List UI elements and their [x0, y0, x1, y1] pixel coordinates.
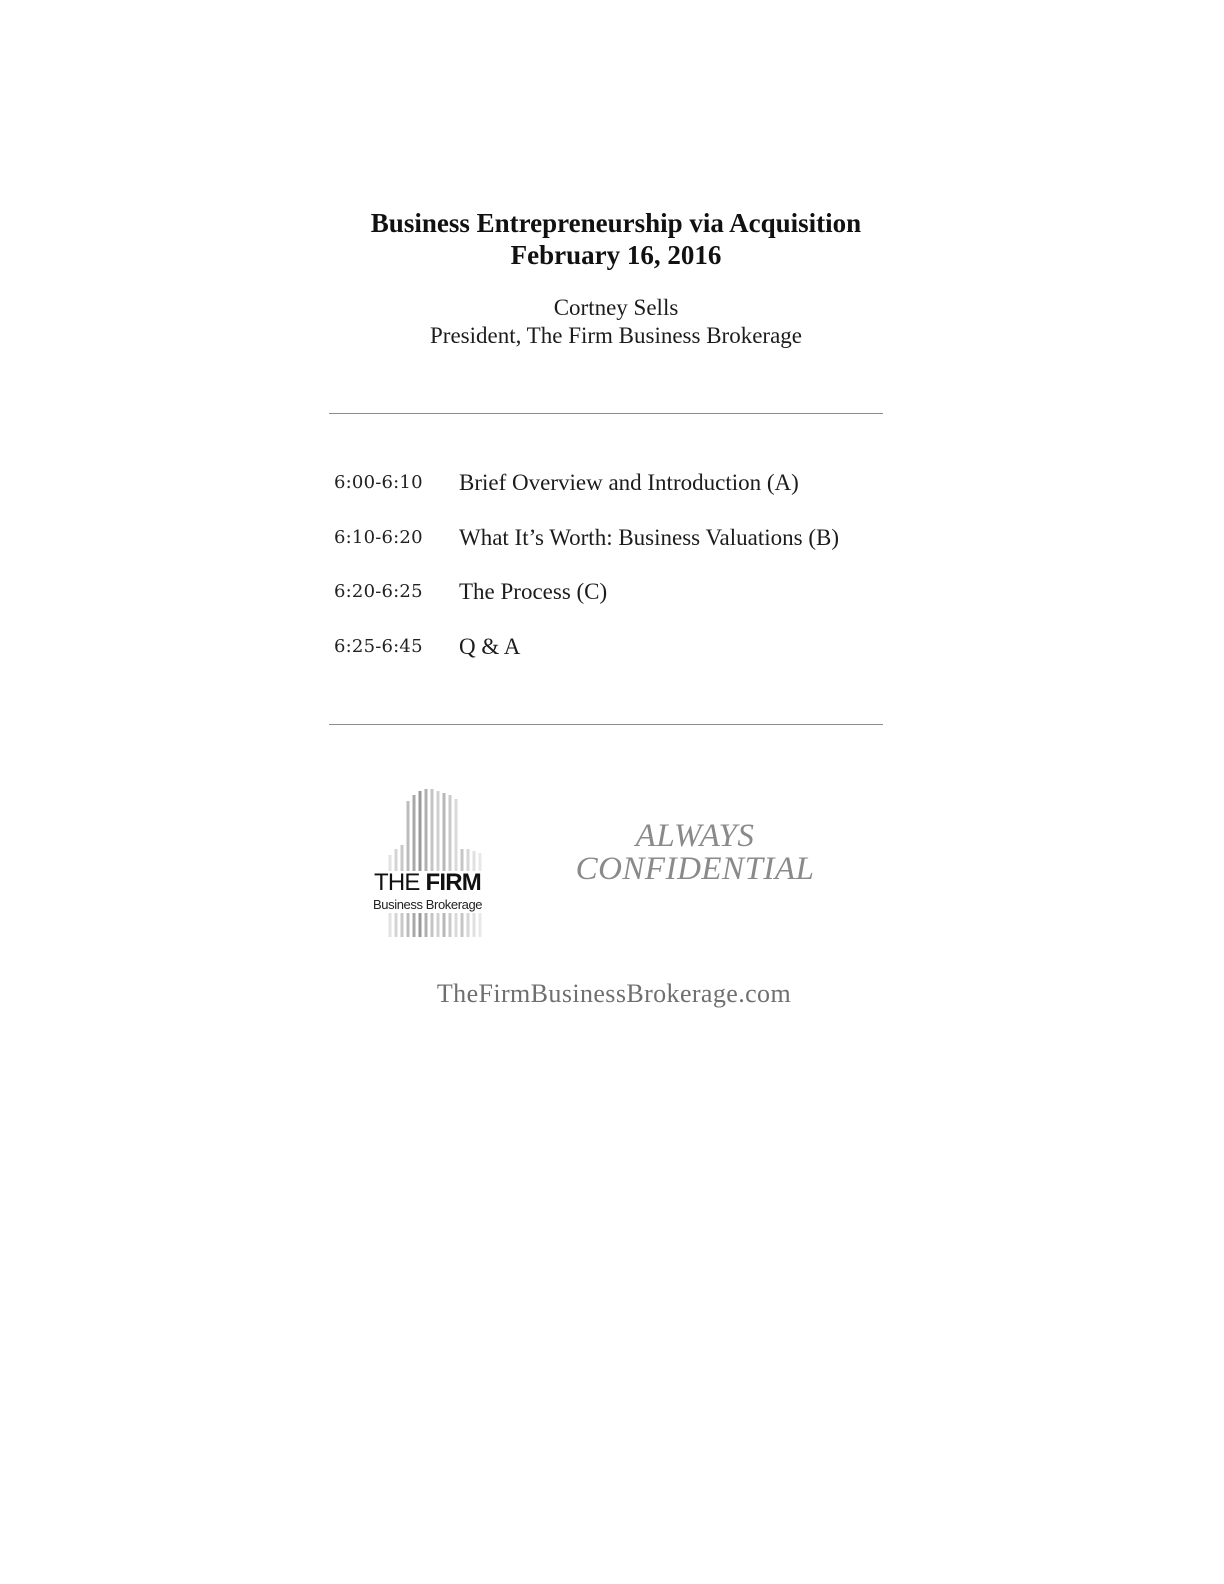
agenda-topic: The Process (C): [459, 579, 608, 604]
agenda-item: [334, 630, 914, 685]
agenda-item: [334, 575, 914, 630]
document-date: February 16, 2016: [510, 240, 722, 270]
firm-logo: [372, 787, 492, 939]
document-header: [0, 207, 1224, 271]
building-stripes-icon: [372, 787, 492, 939]
logo-wordmark-firm: FIRM: [425, 869, 481, 896]
tagline-line-1: ALWAYS: [635, 818, 755, 854]
presenter-info: [0, 294, 1224, 350]
agenda-time: 6:10-6:20: [334, 526, 423, 548]
logo-wordmark-the: THE: [374, 869, 426, 896]
top-divider: [329, 413, 883, 414]
tagline: [534, 820, 856, 886]
website-url-text: TheFirmBusinessBrokerage.com: [436, 979, 792, 1008]
agenda-topic: What It’s Worth: Business Valuations (B): [459, 524, 839, 550]
agenda-topic: Q & A: [459, 633, 521, 659]
agenda-topic: Brief Overview and Introduction (A): [459, 470, 799, 495]
presenter-role: President, The Firm Business Brokerage: [430, 323, 802, 348]
presenter-name: Cortney Sells: [553, 295, 679, 320]
website-url: [0, 978, 1224, 1010]
agenda-item: [334, 521, 914, 576]
logo-subtitle: Business Brokerage: [373, 897, 483, 912]
agenda-item: [334, 466, 914, 521]
agenda-time: 6:25-6:45: [334, 635, 423, 657]
bottom-divider: [329, 724, 883, 725]
logo-wordmark: [374, 869, 481, 897]
agenda-time: 6:00-6:10: [334, 472, 423, 493]
document-title: Business Entrepreneurship via Acquisition: [370, 208, 862, 238]
tagline-line-2: CONFIDENTIAL: [575, 851, 815, 887]
agenda-list: [334, 466, 914, 684]
agenda-time: 6:20-6:25: [334, 581, 423, 602]
